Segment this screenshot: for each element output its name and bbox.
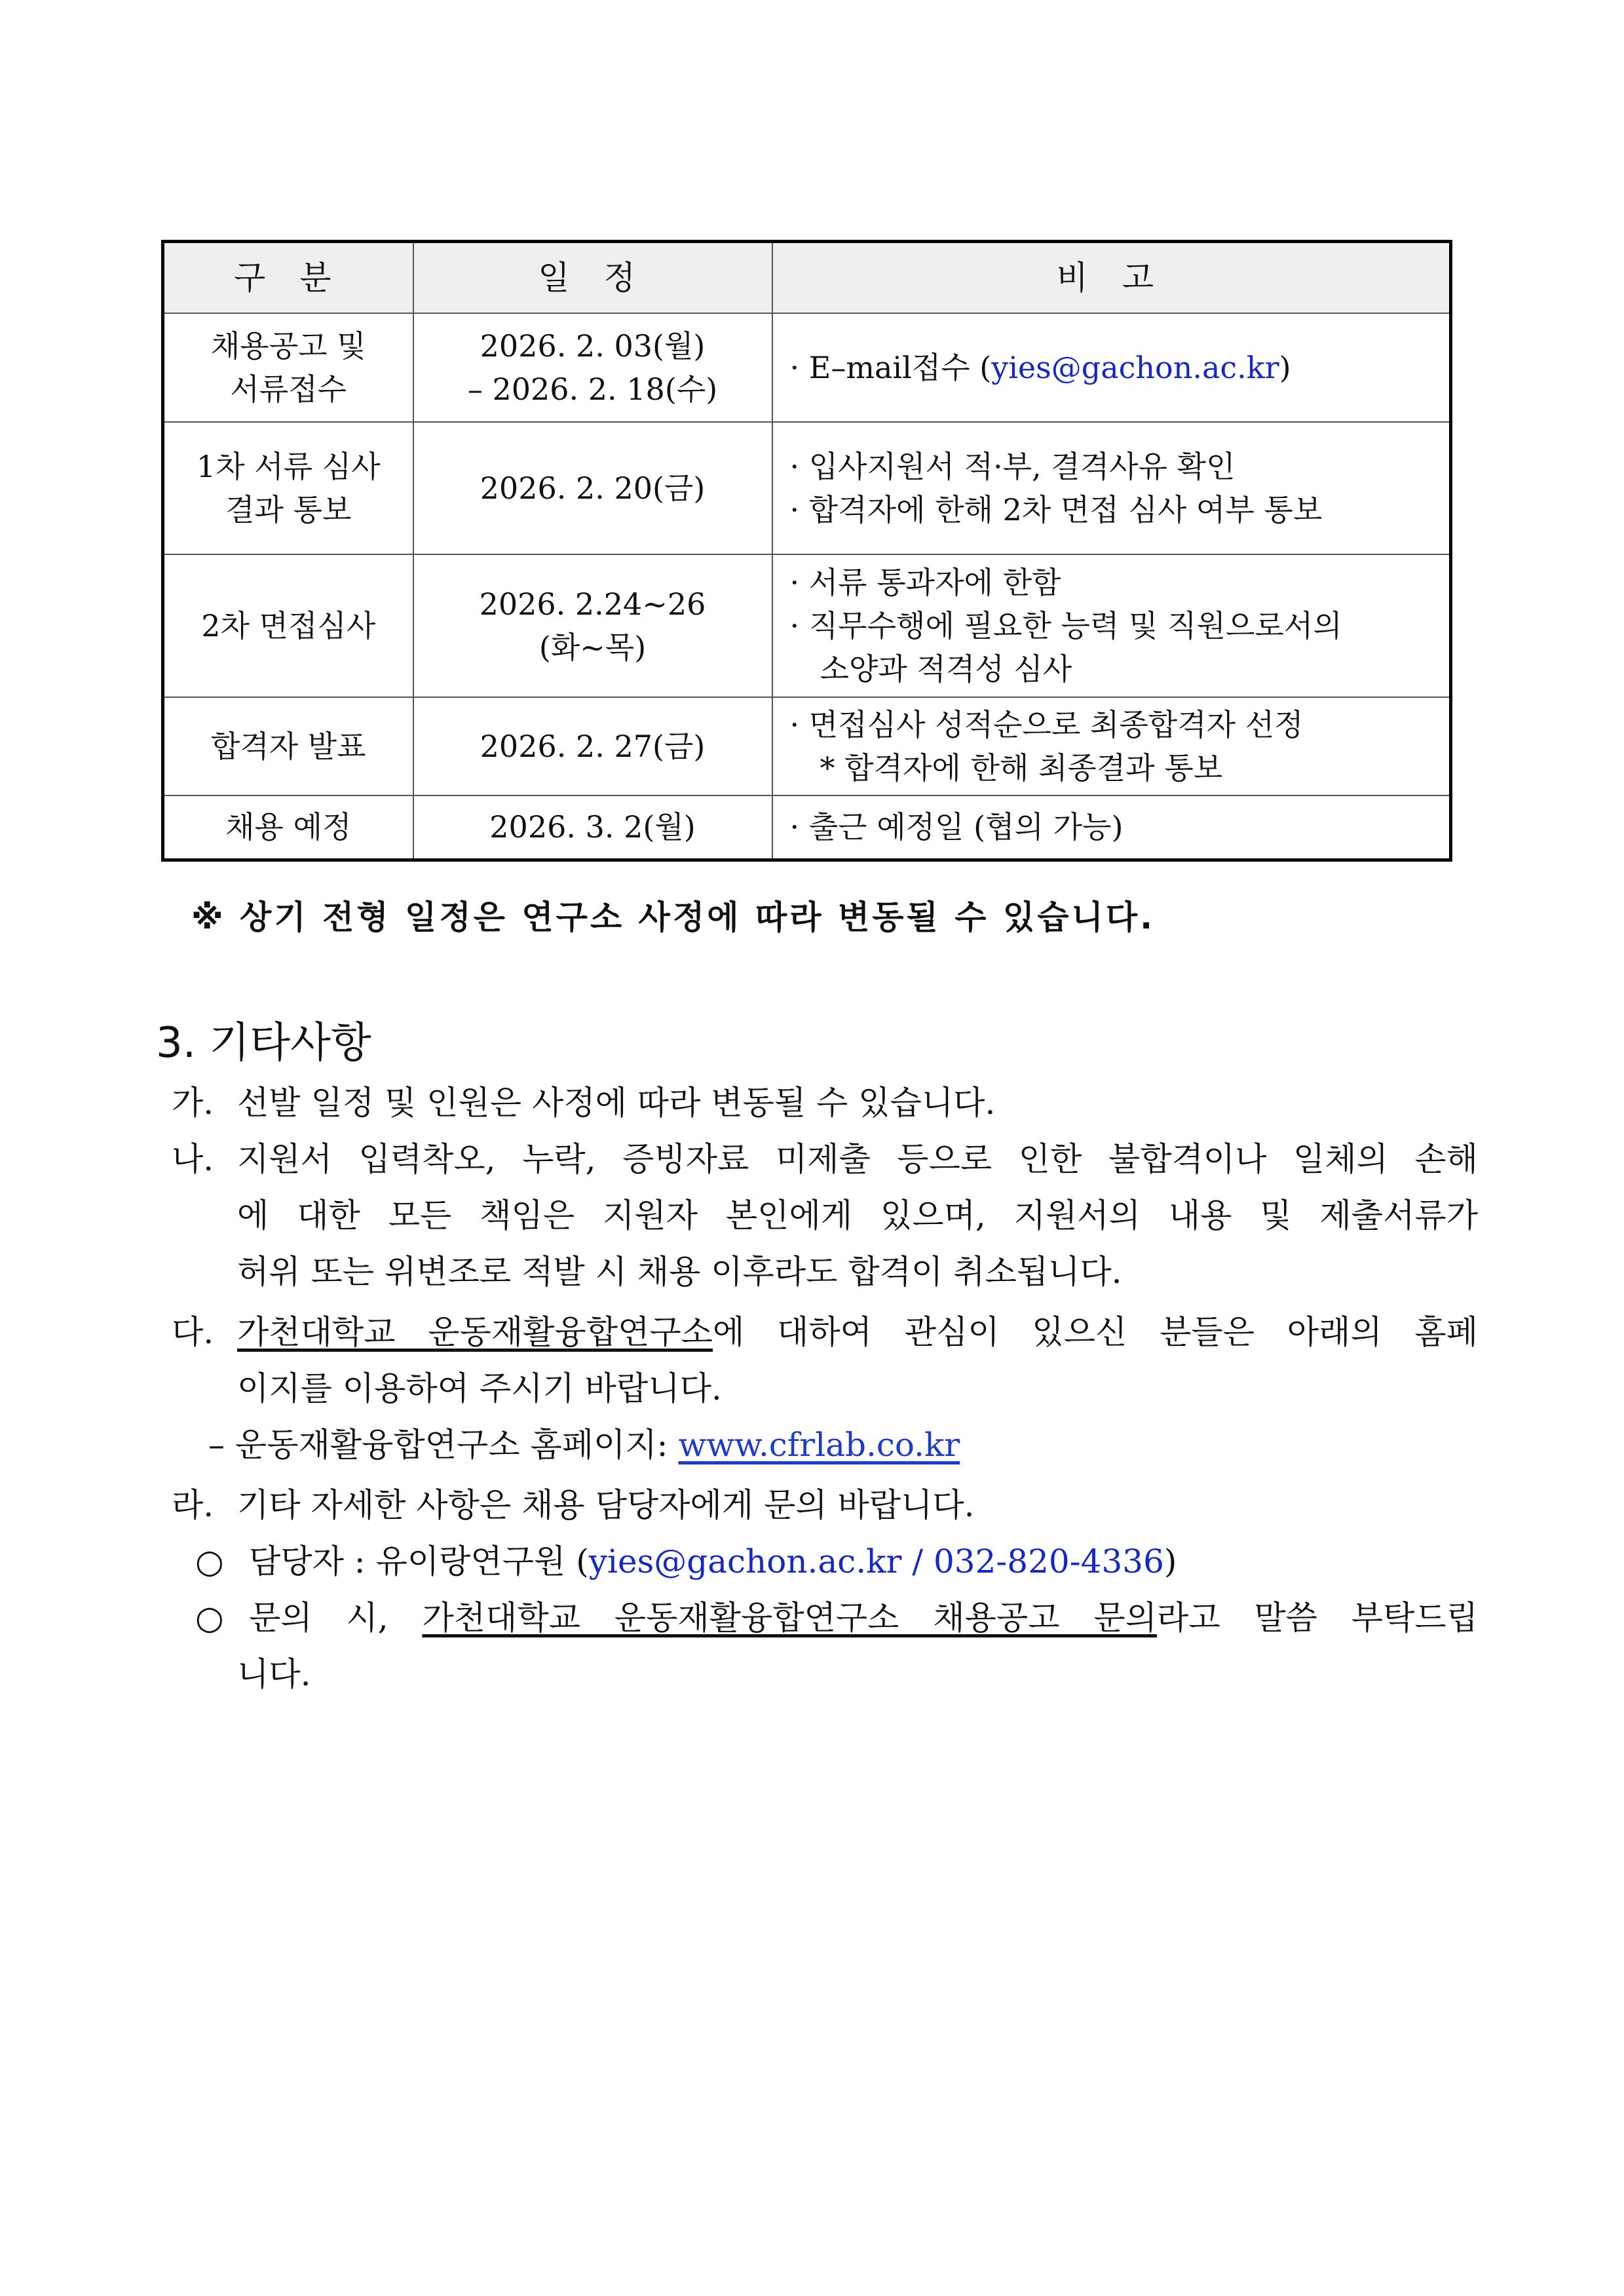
item-text: 이지를 이용하여 주시기 바랍니다.: [237, 1369, 722, 1407]
stage-line: 결과 통보: [225, 492, 352, 527]
schedule-table: [161, 240, 1452, 862]
item-ga: [172, 1075, 1478, 1131]
date-line: 2026. 2.24~26: [479, 586, 706, 622]
item-ra: [172, 1477, 1478, 1702]
date-cell: [413, 422, 772, 554]
header-remarks: 비 고: [772, 242, 1451, 314]
item-da: [172, 1304, 1478, 1473]
stage-cell: [163, 313, 413, 422]
note-line: · 면접심사 성적순으로 최종합격자 선정: [789, 707, 1304, 742]
date-cell: [413, 795, 772, 860]
circle-bullet-icon: ○: [195, 1599, 224, 1637]
item-text-rest: 에 대하여 관심이 있으신 분들은 아래의 홈페: [712, 1313, 1479, 1351]
date-line: 2026. 2. 20(금): [480, 470, 706, 506]
stage-cell: [163, 554, 413, 697]
schedule-row: [163, 554, 1451, 697]
homepage-label: – 운동재활융합연구소 홈페이지:: [208, 1426, 679, 1464]
inquiry-text-cont: 니다.: [237, 1655, 311, 1693]
schedule-row: [163, 795, 1451, 860]
stage-line: 채용공고 및: [210, 328, 366, 364]
note-suffix: ): [1279, 350, 1291, 385]
item-mark: 라.: [172, 1486, 214, 1524]
inquiry-prefix: 문의 시,: [249, 1599, 423, 1637]
stage-cell: [163, 697, 413, 795]
date-cell: [413, 554, 772, 697]
date-line: 2026. 2. 27(금): [480, 729, 706, 764]
header-schedule: 일 정: [413, 242, 772, 314]
stage-line: 서류접수: [230, 372, 347, 407]
item-text: 지원서 입력착오, 누락, 증빙자료 미제출 등으로 인한 불합격이나 일체의 손해: [237, 1140, 1478, 1178]
header-category: 구 분: [163, 242, 413, 314]
stage-line: 1차 서류 심사: [196, 449, 381, 484]
stage-cell: [163, 422, 413, 554]
schedule-row: [163, 697, 1451, 795]
institute-name: 가천대학교 운동재활융합연구소: [237, 1313, 713, 1351]
item-mark: 나.: [172, 1140, 214, 1178]
contact-label: 담당자 : 유이랑연구원 (: [249, 1542, 589, 1580]
item-text: 허위 또는 위변조로 적발 시 채용 이후라도 합격이 취소됩니다.: [237, 1253, 1122, 1291]
inquiry-rest: 라고 말씀 부탁드립: [1156, 1599, 1478, 1637]
schedule-notice: ※ 상기 전형 일정은 연구소 사정에 따라 변동될 수 있습니다.: [191, 898, 1156, 936]
inquiry-text: [249, 1590, 1478, 1646]
contact-close: ): [1163, 1542, 1177, 1580]
note-cell: [772, 422, 1451, 554]
item-mark: 다.: [172, 1313, 214, 1351]
date-cell: [413, 313, 772, 422]
stage-line: 합격자 발표: [210, 729, 366, 764]
date-cell: [413, 697, 772, 795]
stage-line: 2차 면접심사: [201, 608, 376, 643]
homepage-link[interactable]: www.cfrlab.co.kr: [678, 1426, 960, 1464]
date-line: 2026. 3. 2(월): [489, 809, 696, 845]
circle-bullet-icon: ○: [195, 1542, 224, 1580]
note-cell: [772, 554, 1451, 697]
item-text: [237, 1304, 1478, 1360]
note-line: 소양과 적격성 심사: [820, 651, 1072, 687]
item-mark: 가.: [172, 1084, 214, 1122]
item-text: 선발 일정 및 인원은 사정에 따라 변동될 수 있습니다.: [237, 1084, 996, 1122]
stage-line: 채용 예정: [225, 809, 352, 845]
inquiry-subject: 가천대학교 운동재활융합연구소 채용공고 문의: [422, 1599, 1157, 1637]
schedule-header-row: [163, 242, 1451, 314]
note-cell: [772, 795, 1451, 860]
schedule-row: [163, 313, 1451, 422]
item-text: 기타 자세한 사항은 채용 담당자에게 문의 바랍니다.: [237, 1486, 975, 1524]
date-line: – 2026. 2. 18(수): [467, 372, 718, 407]
note-cell: [772, 313, 1451, 422]
section-title: 3. 기타사항: [156, 1019, 371, 1067]
contact-info[interactable]: yies@gachon.ac.kr / 032-820-4336: [588, 1542, 1164, 1580]
item-text: 에 대한 모든 책임은 지원자 본인에게 있으며, 지원서의 내용 및 제출서류가: [237, 1196, 1478, 1234]
note-prefix: · E–mail접수 (: [789, 350, 992, 385]
note-line: * 합격자에 한해 최종결과 통보: [820, 750, 1223, 786]
note-line: · 합격자에 한해 2차 면접 심사 여부 통보: [789, 492, 1323, 527]
date-line: (화~목): [538, 630, 647, 665]
note-line: · 직무수행에 필요한 능력 및 직원으로서의: [789, 608, 1342, 643]
note-cell: [772, 697, 1451, 795]
note-line: · 출근 예정일 (협의 가능): [789, 809, 1124, 845]
date-line: 2026. 2. 03(월): [480, 328, 706, 364]
schedule-row: [163, 422, 1451, 554]
stage-cell: [163, 795, 413, 860]
email-link[interactable]: yies@gachon.ac.kr: [991, 350, 1279, 385]
note-line: · 입사지원서 적·부, 결격사유 확인: [789, 449, 1236, 484]
item-na: [172, 1131, 1478, 1300]
note-line: · 서류 통과자에 한함: [789, 565, 1061, 600]
